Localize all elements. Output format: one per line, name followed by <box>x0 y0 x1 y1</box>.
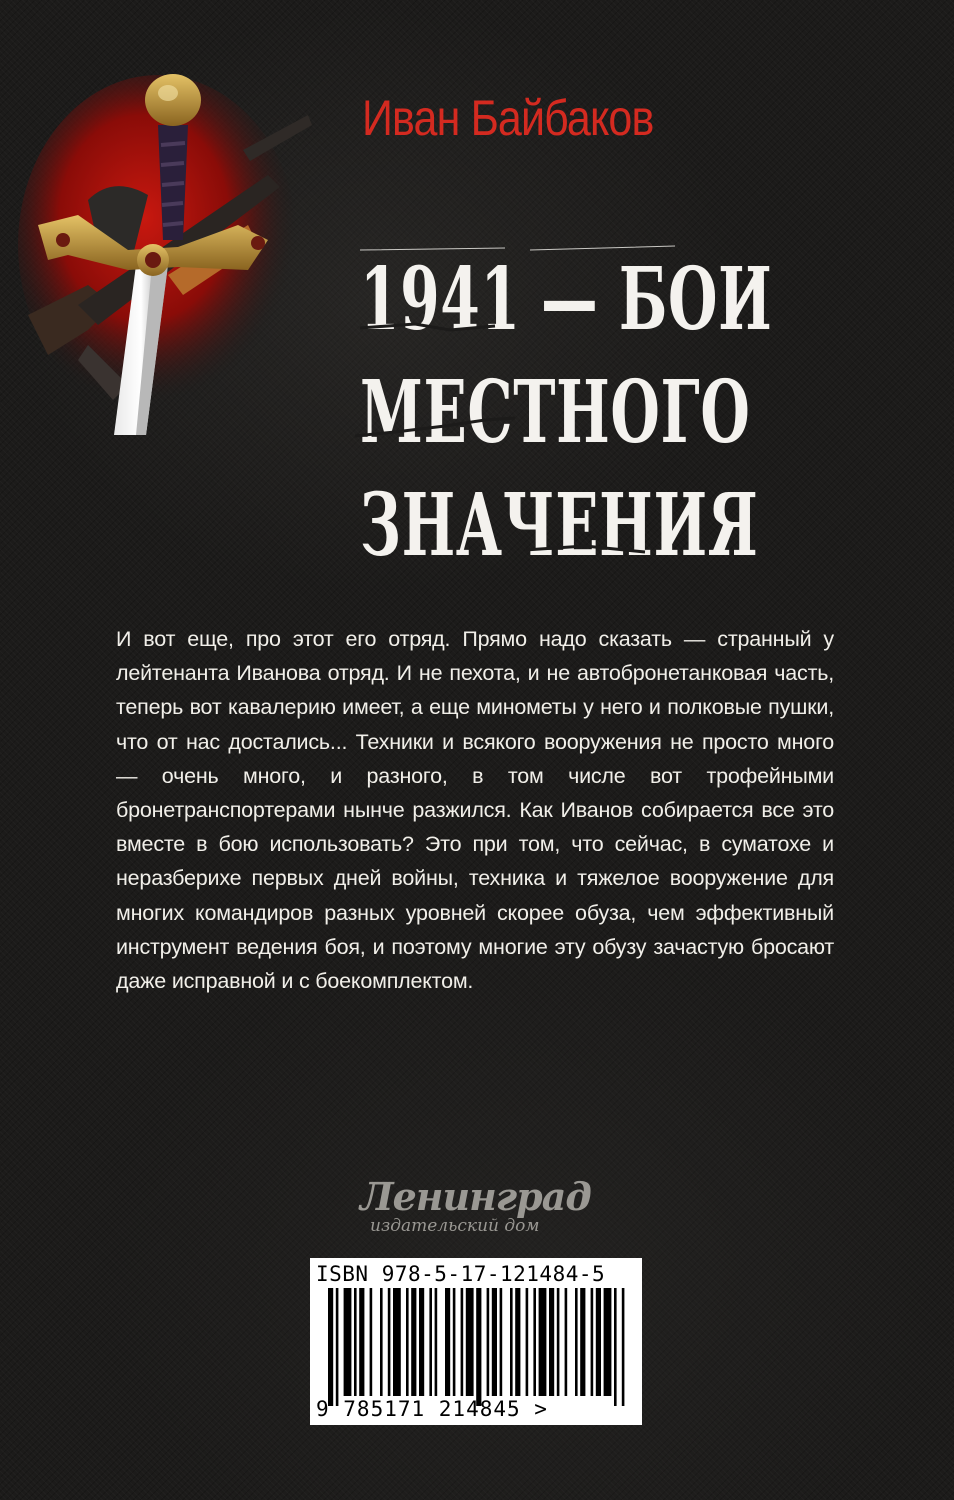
author-name: Иван Байбаков <box>362 90 654 146</box>
barcode-bar <box>604 1288 612 1396</box>
barcode-bar <box>370 1288 373 1396</box>
barcode-bar <box>591 1288 594 1396</box>
barcode-bar <box>580 1288 585 1396</box>
barcode-bar <box>549 1288 554 1396</box>
barcode-bar <box>393 1288 401 1396</box>
isbn-label: ISBN 978-5-17-121484-5 <box>316 1262 606 1286</box>
barcode-bar <box>380 1288 383 1396</box>
barcode-bar <box>461 1288 464 1396</box>
barcode-bar <box>354 1288 357 1396</box>
barcode-bar <box>575 1288 578 1396</box>
barcode-bar <box>476 1288 481 1406</box>
barcode-bar <box>328 1288 333 1406</box>
barcode-panel <box>310 1258 642 1425</box>
barcode-bar <box>466 1288 474 1396</box>
barcode-bar <box>510 1288 513 1396</box>
publisher-subtitle: издательский дом <box>370 1216 540 1236</box>
title-crack-lines <box>355 240 695 590</box>
barcode-bar <box>411 1288 416 1396</box>
barcode-bar <box>429 1288 432 1396</box>
barcode-bar <box>614 1288 617 1406</box>
barcode-bar <box>500 1288 503 1396</box>
barcode-bar <box>622 1288 625 1406</box>
publisher-logo <box>350 1175 610 1245</box>
barcode-bar <box>557 1288 560 1396</box>
barcode-bar <box>526 1288 529 1396</box>
barcode-bar <box>596 1288 601 1396</box>
barcode-bar <box>406 1288 409 1396</box>
title-line-2: МЕСТНОГО <box>360 362 751 463</box>
barcode-bar <box>492 1288 497 1396</box>
barcode-bar <box>533 1288 536 1396</box>
title-line-1: 1941 — БОИ <box>360 249 773 350</box>
blurb-text: И вот еще, про этот его отряд. Прямо надо сказать — странный у лейтенанта Иванова отряд. И не пехота, и не автобронетанковая часть, теперь вот кавалерию имеет, а еще минометы у него и полковые пушки, что от нас достались... Техники и всякого вооружения не просто много — очень много, и разного, в том числе вот трофейными бронетранспортерами нынче разжился. Как Иванов собирается все это вместе в бою использовать? Это при том, что сейчас, в суматохе и неразберихе первых дней войны, техника и тяжелое вооружение для многих командиров разных уровней скорее обуза, чем эффективный инструмент ведения боя, и поэтому многие эту обузу зачастую бросают даже исправной и с боекомплектом. <box>116 627 834 994</box>
barcode-bar <box>515 1288 520 1396</box>
barcode-bar <box>344 1288 352 1396</box>
barcode-bar <box>359 1288 364 1396</box>
publisher-name: Ленинград <box>360 1174 591 1219</box>
barcode-bar <box>419 1288 424 1396</box>
barcode-bar <box>336 1288 339 1406</box>
barcode-bar <box>487 1288 490 1396</box>
barcode-bar <box>435 1288 438 1396</box>
dagger-and-rifle-emblem <box>18 55 318 455</box>
barcode-bar <box>388 1288 391 1396</box>
barcode-bar <box>445 1288 450 1396</box>
title-line-3: ЗНАЧЕНИЯ <box>360 475 759 576</box>
barcode-bar <box>453 1288 456 1396</box>
barcode-bar <box>539 1288 547 1396</box>
barcode-digits: 9 785171 214845 > <box>316 1397 548 1421</box>
barcode-bar <box>565 1288 568 1396</box>
